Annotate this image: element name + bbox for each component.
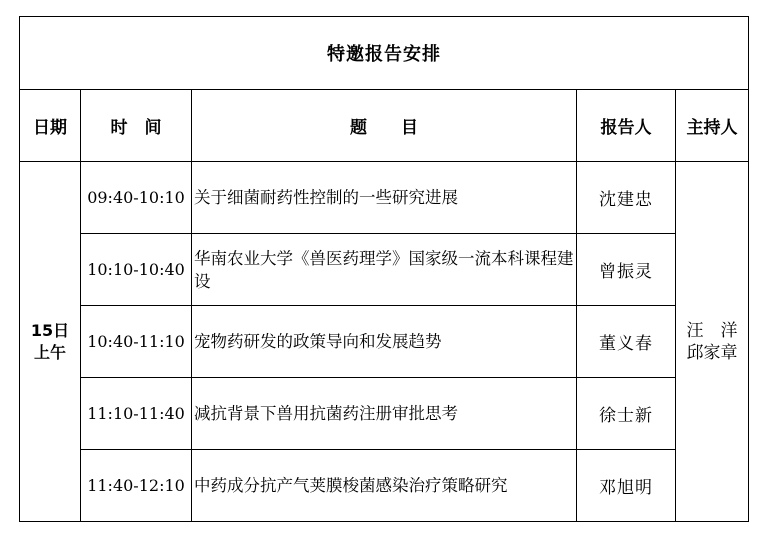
date-day: 15日: [30, 320, 70, 340]
topic-cell: 华南农业大学《兽医药理学》国家级一流本科课程建设: [192, 234, 577, 306]
time-cell: 10:10-10:40: [81, 234, 192, 306]
speaker-cell: 徐士新: [577, 378, 676, 450]
topic-cell: 宠物药研发的政策导向和发展趋势: [192, 306, 577, 378]
host-name-2: 邱家章: [686, 342, 738, 363]
header-time: 时 间: [81, 90, 192, 162]
header-topic: 题 目: [192, 90, 577, 162]
schedule-table: [19, 16, 749, 522]
host-name-1: 汪 洋: [686, 320, 738, 341]
table-row: [20, 378, 749, 450]
header-host: 主持人: [676, 90, 749, 162]
header-date: 日期: [20, 90, 81, 162]
table-title: 特邀报告安排: [20, 17, 749, 90]
speaker-cell: 邓旭明: [577, 450, 676, 522]
speaker-cell: 沈建忠: [577, 162, 676, 234]
header-speaker: 报告人: [577, 90, 676, 162]
speaker-cell: 曾振灵: [577, 234, 676, 306]
table-row: [20, 450, 749, 522]
time-cell: 11:10-11:40: [81, 378, 192, 450]
speaker-cell: 董义春: [577, 306, 676, 378]
time-cell: 11:40-12:10: [81, 450, 192, 522]
time-cell: 09:40-10:10: [81, 162, 192, 234]
topic-cell: 中药成分抗产气荚膜梭菌感染治疗策略研究: [192, 450, 577, 522]
topic-cell: 减抗背景下兽用抗菌药注册审批思考: [192, 378, 577, 450]
host-cell: [676, 162, 749, 522]
date-cell: [20, 162, 81, 522]
topic-cell: 关于细菌耐药性控制的一些研究进展: [192, 162, 577, 234]
table-row: [20, 234, 749, 306]
table-row: [20, 162, 749, 234]
date-period: 上午: [33, 342, 66, 362]
table-row: [20, 306, 749, 378]
time-cell: 10:40-11:10: [81, 306, 192, 378]
